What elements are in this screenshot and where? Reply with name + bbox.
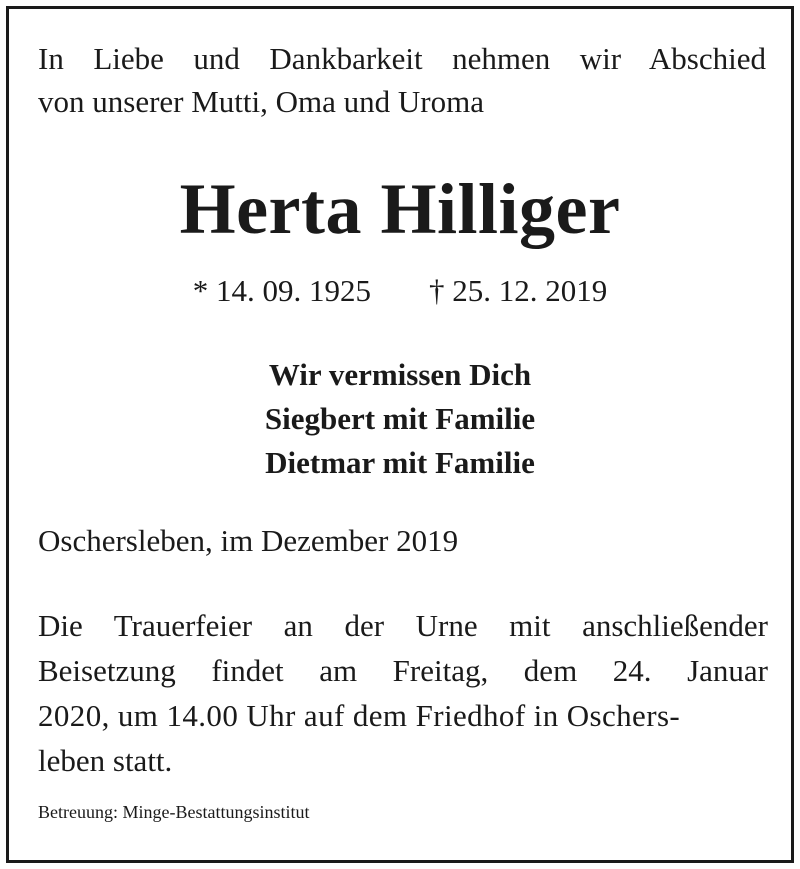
birth-symbol: *	[192, 273, 209, 308]
mourners-block	[9, 353, 791, 485]
birth-date: 14. 09. 1925	[216, 273, 371, 308]
deceased-name: Herta Hilliger	[179, 169, 621, 249]
death-symbol: †	[429, 273, 445, 308]
mourner-line: Dietmar mit Familie	[265, 445, 535, 480]
intro-line-2: von unserer Mutti, Oma und Uroma	[38, 84, 484, 119]
funeral-home-credit: Betreuung: Minge-Bestattungsinstitut	[38, 802, 310, 822]
death-date: 25. 12. 2019	[452, 273, 608, 308]
mourner-line: Wir vermissen Dich	[268, 357, 532, 392]
service-line: Beisetzung findet am Freitag, dem 24. Januar	[38, 653, 768, 688]
service-details	[38, 603, 768, 783]
intro-line-1: In Liebe und Dankbarkeit nehmen wir Abschied	[38, 41, 766, 76]
life-dates	[9, 271, 791, 311]
mourner-line: Siegbert mit Familie	[264, 401, 536, 436]
obituary-notice	[6, 6, 794, 863]
intro-text	[38, 37, 766, 123]
service-line: leben statt.	[38, 743, 173, 778]
service-line: 2020, um 14.00 Uhr auf dem Friedhof in Oschers-	[38, 698, 681, 733]
place-date: Oschersleben, im Dezember 2019	[38, 523, 459, 558]
service-line: Die Trauerfeier an der Urne mit anschließender	[38, 608, 768, 643]
